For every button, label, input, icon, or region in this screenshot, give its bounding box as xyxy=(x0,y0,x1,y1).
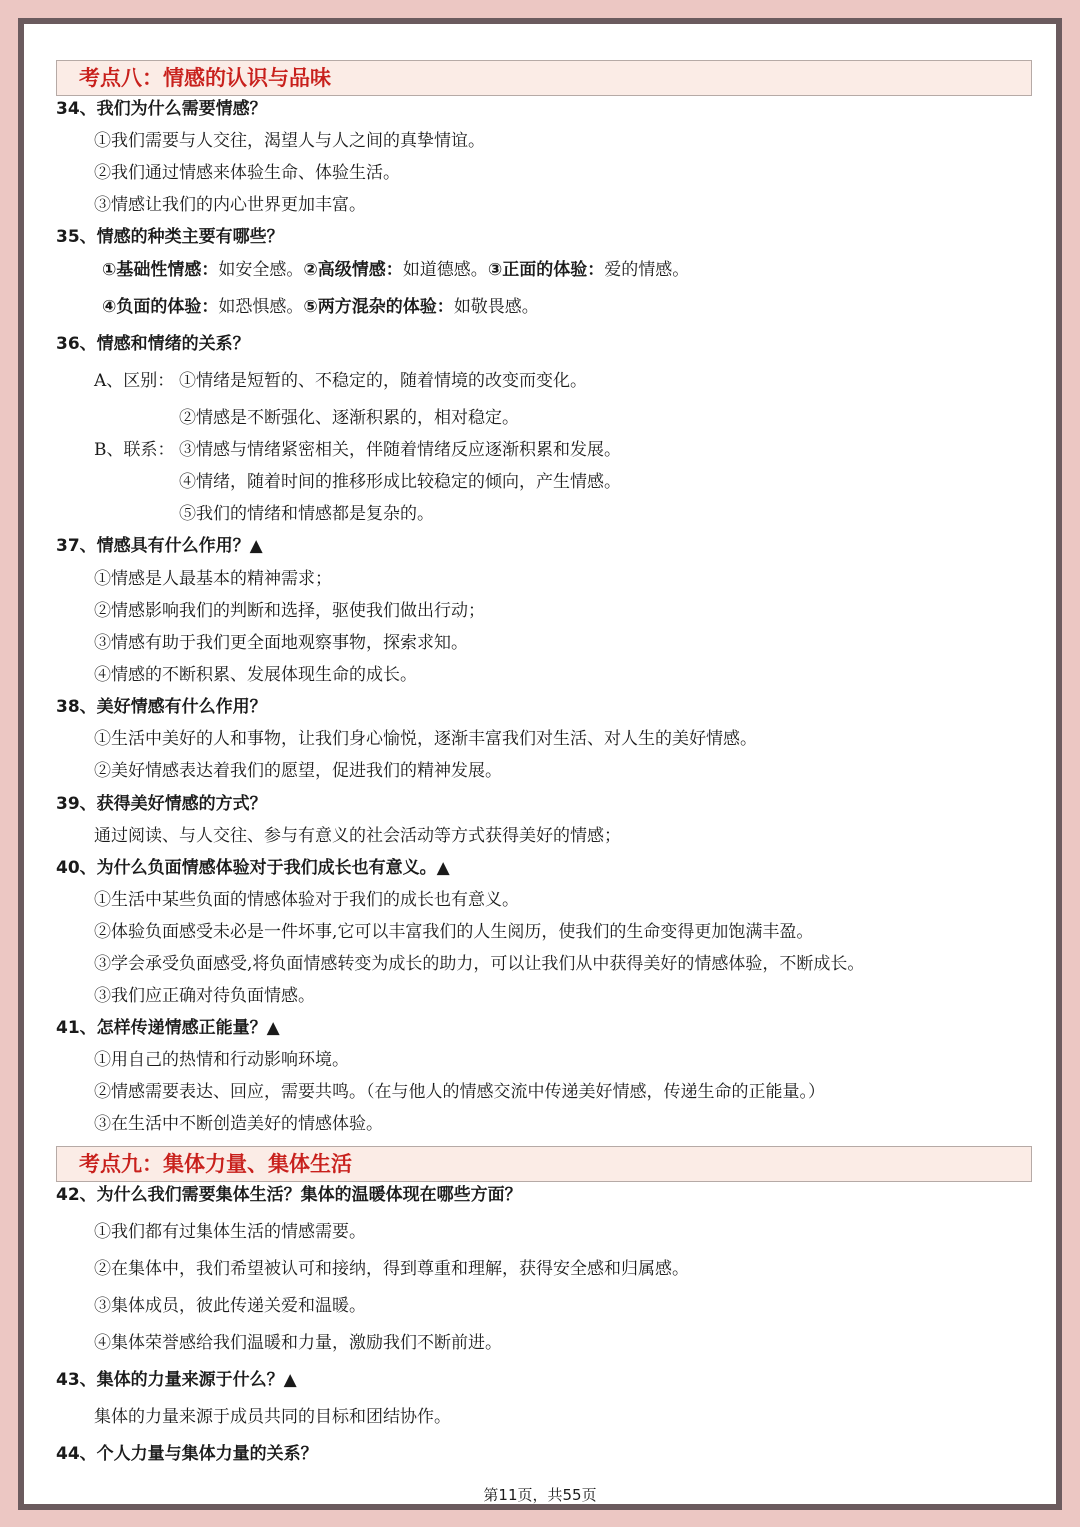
term: ③正面的体验： xyxy=(487,260,605,280)
question-42: 42、为什么我们需要集体生活？集体的温暖体现在哪些方面？ xyxy=(56,1185,522,1205)
answer-line: ②情感影响我们的判断和选择，驱使我们做出行动； xyxy=(94,601,485,621)
answer-line: 通过阅读、与人交往、参与有意义的社会活动等方式获得美好的情感； xyxy=(94,826,621,846)
term-desc: 如恐惧感。 xyxy=(218,297,304,317)
answer-line: ③在生活中不断创造美好的情感体验。 xyxy=(94,1114,383,1134)
answer-line: ④集体荣誉感给我们温暖和力量，激励我们不断前进。 xyxy=(94,1333,502,1353)
answer-line: ①我们都有过集体生活的情感需要。 xyxy=(94,1222,366,1242)
key-point-triangle-icon: ▲ xyxy=(249,536,263,556)
answer-line: ③情感与情绪紧密相关，伴随着情绪反应逐渐积累和发展。 xyxy=(179,440,621,460)
answer-line: ②情感需要表达、回应，需要共鸣。（在与他人的情感交流中传递美好情感，传递生命的正能量。） xyxy=(94,1082,825,1102)
question-40 xyxy=(56,856,450,880)
question-title: 43、集体的力量来源于什么？ xyxy=(56,1370,284,1390)
answer-line: ②体验负面感受未必是一件坏事,它可以丰富我们的人生阅历，使我们的生命变得更加饱满丰盈。 xyxy=(94,922,814,942)
answer-line xyxy=(102,258,689,282)
key-point-triangle-icon: ▲ xyxy=(266,1018,280,1038)
answer-line: ①我们需要与人交往，渴望人与人之间的真挚情谊。 xyxy=(94,131,485,151)
document-page xyxy=(32,32,1048,1504)
answer-line: ②在集体中，我们希望被认可和接纳，得到尊重和理解，获得安全感和归属感。 xyxy=(94,1259,689,1279)
question-34: 34、我们为什么需要情感？ xyxy=(56,99,267,119)
section-header-9 xyxy=(56,1146,1032,1182)
question-37 xyxy=(56,534,263,558)
question-36: 36、情感和情绪的关系？ xyxy=(56,334,250,354)
question-43 xyxy=(56,1368,297,1392)
key-point-triangle-icon: ▲ xyxy=(283,1370,297,1390)
answer-label: B、联系： xyxy=(94,440,175,460)
question-38: 38、美好情感有什么作用？ xyxy=(56,697,267,717)
answer-line: ②情感是不断强化、逐渐积累的，相对稳定。 xyxy=(179,408,519,428)
answer-line: ①生活中美好的人和事物，让我们身心愉悦，逐渐丰富我们对生活、对人生的美好情感。 xyxy=(94,729,757,749)
answer-line xyxy=(102,295,539,319)
answer-line: ③集体成员，彼此传递关爱和温暖。 xyxy=(94,1296,366,1316)
answer-line: ④情感的不断积累、发展体现生命的成长。 xyxy=(94,665,417,685)
question-title: 37、情感具有什么作用？ xyxy=(56,536,250,556)
term-desc: 如道德感。 xyxy=(402,260,488,280)
section-header-8 xyxy=(56,60,1032,96)
page-number: 第11页，共55页 xyxy=(483,1486,597,1504)
question-title: 40、为什么负面情感体验对于我们成长也有意义。 xyxy=(56,858,437,878)
term: ①基础性情感： xyxy=(102,260,219,280)
key-point-triangle-icon: ▲ xyxy=(436,858,450,878)
answer-line: ②美好情感表达着我们的愿望，促进我们的精神发展。 xyxy=(94,761,502,781)
answer-line: ①用自己的热情和行动影响环境。 xyxy=(94,1050,349,1070)
page-border xyxy=(18,18,1062,1510)
answer-line: ⑤我们的情绪和情感都是复杂的。 xyxy=(179,504,434,524)
answer-line: ①生活中某些负面的情感体验对于我们的成长也有意义。 xyxy=(94,890,519,910)
answer-line: ①情感是人最基本的精神需求； xyxy=(94,569,332,589)
answer-line: 集体的力量来源于成员共同的目标和团结协作。 xyxy=(94,1407,451,1427)
answer-line: ③学会承受负面感受,将负面情感转变为成长的助力，可以让我们从中获得美好的情感体验，不断成长。 xyxy=(94,954,865,974)
answer-line: ③情感让我们的内心世界更加丰富。 xyxy=(94,195,366,215)
term-desc: 爱的情感。 xyxy=(604,260,690,280)
answer-line: ①情绪是短暂的、不稳定的，随着情境的改变而变化。 xyxy=(179,371,587,391)
question-35: 35、情感的种类主要有哪些？ xyxy=(56,227,284,247)
term: ④负面的体验： xyxy=(102,297,219,317)
answer-label: A、区别： xyxy=(94,371,175,391)
question-title: 41、怎样传递情感正能量？ xyxy=(56,1018,267,1038)
term: ②高级情感： xyxy=(303,260,403,280)
term-desc: 如敬畏感。 xyxy=(453,297,539,317)
question-39: 39、获得美好情感的方式？ xyxy=(56,794,267,814)
question-44: 44、个人力量与集体力量的关系？ xyxy=(56,1444,318,1464)
answer-line: ③情感有助于我们更全面地观察事物，探索求知。 xyxy=(94,633,468,653)
answer-line: ④情绪，随着时间的推移形成比较稳定的倾向，产生情感。 xyxy=(179,472,621,492)
term: ⑤两方混杂的体验： xyxy=(303,297,454,317)
term-desc: 如安全感。 xyxy=(218,260,304,280)
answer-line: ③我们应正确对待负面情感。 xyxy=(94,986,315,1006)
section-title: 考点九：集体力量、集体生活 xyxy=(79,1152,352,1176)
section-title: 考点八：情感的认识与品味 xyxy=(79,66,331,90)
question-41 xyxy=(56,1016,280,1040)
answer-line: ②我们通过情感来体验生命、体验生活。 xyxy=(94,163,400,183)
